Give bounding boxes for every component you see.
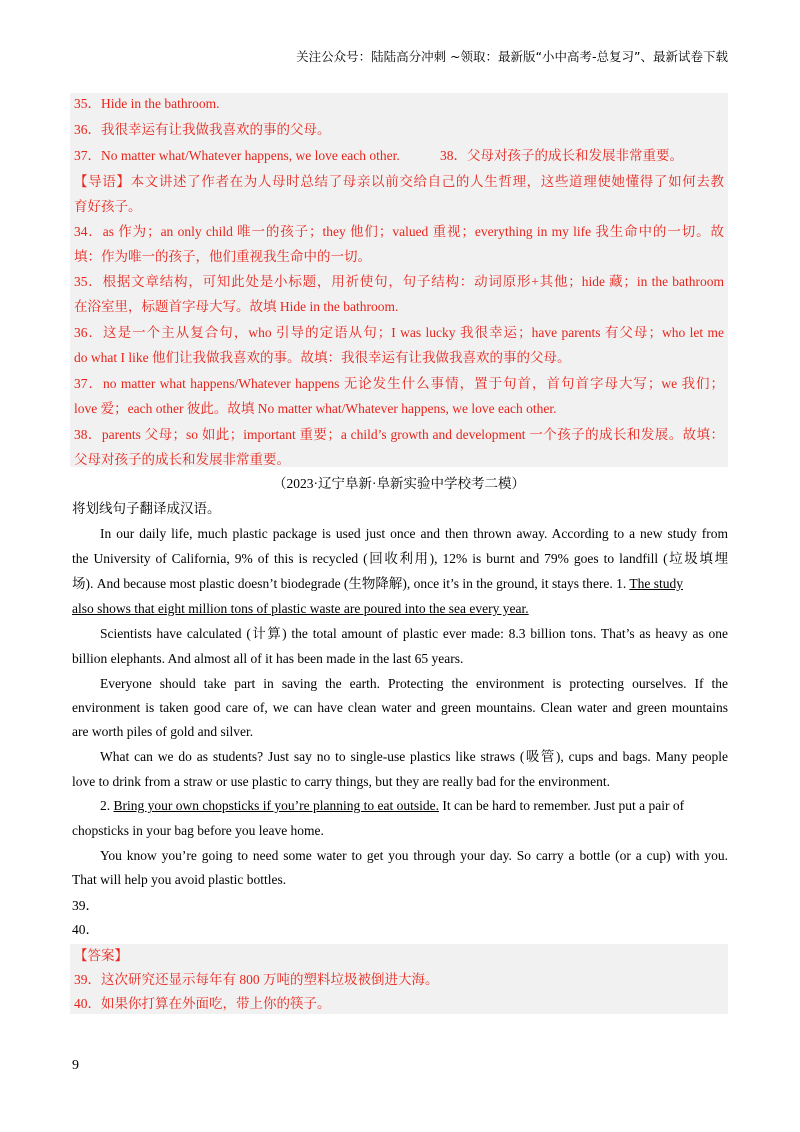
explanation-line: love 爱；each other 彼此。故填 No matter what/Whatever happens, we love each other. [74,401,557,416]
page-number: 9 [72,1058,79,1073]
blank-39: 39． [72,898,99,913]
explanation-line: 37．no matter what happens/Whatever happens 无论发生什么事情，置于句首，首句首字母大写；we 我们； [74,376,724,391]
underlined-sentence-1-cont: also shows that eight million tons of plastic waste are poured into the sea every year. [72,601,529,616]
guide-line-2: 育好孩子。 [74,199,142,214]
passage-line: 2. Bring your own chopsticks if you’re planning to eat outside. It can be hard to remember. Just put a pair of [100,798,685,813]
answer-39: 39．这次研究还显示每年有 800 万吨的塑料垃圾被倒进大海。 [74,972,439,987]
answer-36: 36．我很幸运有让我做我喜欢的事的父母。 [74,122,331,137]
explanation-line: 35．根据文章结构，可知此处是小标题，用祈使句，句子结构：动词原形+其他；hide 藏；in the bathroom [74,274,724,289]
answer-label: 【答案】 [74,948,128,963]
passage-line: Everyone should take part in saving the earth. Protecting the environment is protecting ourselves. If the [100,676,728,691]
passage-line: That will help you avoid plastic bottles. [72,872,287,887]
passage-line: 场). And because most plastic doesn’t biodegrade (生物降解), once it’s in the ground, it stays there. 1. The study [72,576,684,591]
explanation-line: do what I like 他们让我做我喜欢的事。故填：我很幸运有让我做我喜欢的事的父母。 [74,350,571,365]
passage-line: environment is taken good care of, we can have clean water and green mountains. Clean water and green mountains [72,700,728,715]
answer-38: 38．父母对孩子的成长和发展非常重要。 [440,148,683,163]
guide-line-1: 【导语】本文讲述了作者在为人母时总结了母亲以前交给自己的人生哲理，这些道理使她懂得了如何去教 [74,174,724,189]
passage-line: chopsticks in your bag before you leave home. [72,823,324,838]
passage-line: You know you’re going to need some water to get you through your day. So carry a bottle (or a cup) with you. [100,848,728,863]
passage-line: What can we do as students? Just say no to single-use plastics like straws (吸管), cups and bags. Many people [100,749,728,764]
question-source: （2023·辽宁阜新·阜新实验中学校考二模） [273,476,525,491]
explanation-line: 父母对孩子的成长和发展非常重要。 [74,452,290,467]
explanation-line: 填：作为唯一的孩子，他们重视我生命中的一切。 [74,249,371,264]
underlined-sentence-2: Bring your own chopsticks if you’re planning to eat outside. [113,798,439,813]
passage-line: the University of California, 9% of this is recycled (回收利用), 12% is burnt and 79% goes to landfill (垃圾填埋 [72,551,728,566]
passage-line: In our daily life, much plastic package is used just once and then thrown away. According to a new study from [100,526,728,541]
explanation-line: 在浴室里，标题首字母大写。故填 Hide in the bathroom. [74,299,399,314]
answer-40: 40．如果你打算在外面吃，带上你的筷子。 [74,996,331,1011]
explanation-line: 34．as 作为；an only child 唯一的孩子；they 他们；valued 重视；everything in my life 我生命中的一切。故 [74,224,724,239]
answer-35: 35．Hide in the bathroom. [74,96,220,111]
answer-37: 37．No matter what/Whatever happens, we love each other. [74,148,400,163]
page-header: 关注公众号：陆陆高分冲刺 ~领取：最新版“小中高考-总复习”、最新试卷下载 [296,49,728,64]
instruction: 将划线句子翻译成汉语。 [72,501,221,516]
explanation-line: 36．这是一个主从复合句，who 引导的定语从句；I was lucky 我很幸运；have parents 有父母；who let me [74,325,724,340]
passage-line: Scientists have calculated (计算) the total amount of plastic ever made: 8.3 billion tons. That’s as heavy as one [100,626,728,641]
explanation-line: 38．parents 父母；so 如此；important 重要；a child’s growth and development 一个孩子的成长和发展。故填： [74,427,724,442]
blank-40: 40． [72,922,99,937]
passage-line: love to drink from a straw or use plastic to carry things, but they are really bad for the environment. [72,774,610,789]
underlined-sentence-1: The study [629,576,684,591]
passage-line: billion elephants. And almost all of it has been made in the last 65 years. [72,651,464,666]
passage-line: are worth piles of gold and silver. [72,724,254,739]
